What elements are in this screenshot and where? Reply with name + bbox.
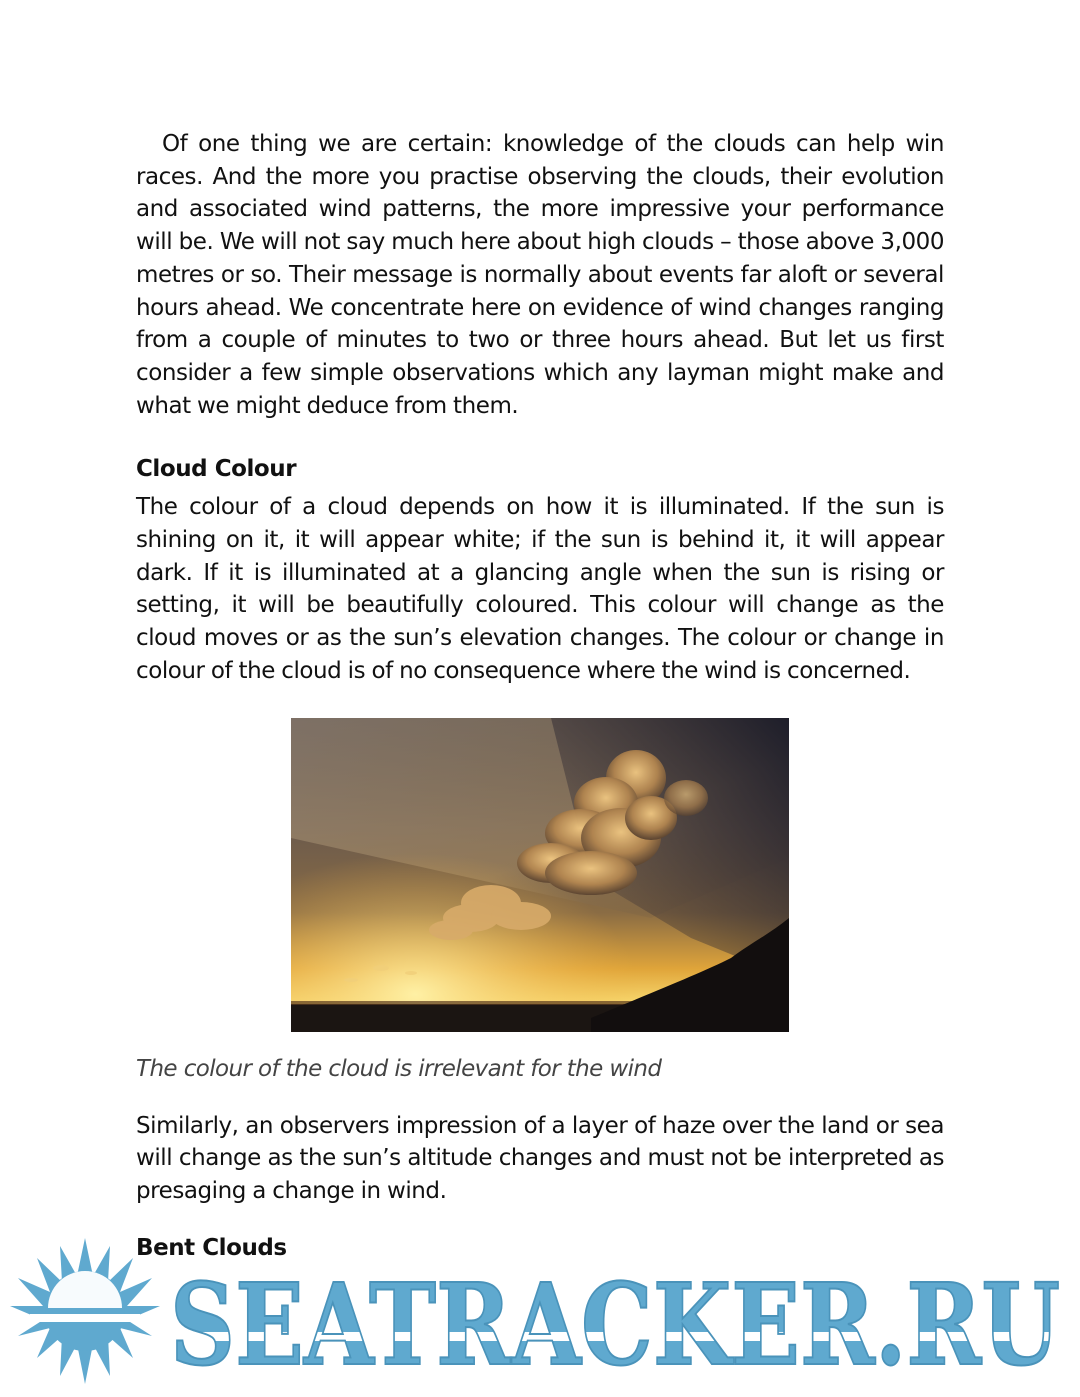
- watermark-text: SEATRACKER.RU: [170, 1260, 1060, 1391]
- haze-paragraph: Similarly, an observers impression of a layer of haze over the land or sea will change as the sun’s altitude changes and must not be interpreted as presaging a change in wind.: [136, 1112, 944, 1204]
- figure-caption: The colour of the cloud is irrelevant for the wind: [136, 1055, 662, 1082]
- sun-logo-icon: [10, 1238, 160, 1384]
- intro-paragraph: Of one thing we are certain: knowledge of the clouds can help win races. And the more you practise observing the clouds, their evolution and associated wind patterns, the more impressive your performance will be. We will not say much here about high clouds – those above 3,000 metres or so. Their message is normally about events far aloft or several hours ahead. We concentrate here on evidence of wind changes ranging from a couple of minutes to two or three hours ahead. But let us first consider a few simple observations which any layman might make and what we might deduce from them.: [136, 131, 944, 419]
- cloud-colour-paragraph: The colour of a cloud depends on how it is illuminated. If the sun is shining on it, it will appear white; if the sun is behind it, it will appear dark. If it is illuminated at a glancing angle when the sun is rising or setting, it will be beautifully coloured. This colour will change as the cloud moves or as the sun’s elevation changes. The colour or change in colour of the cloud is of no consequence where the wind is concerned.: [136, 494, 944, 684]
- figure: [136, 718, 944, 1032]
- page-content: [136, 128, 944, 1264]
- heading-cloud-colour: Cloud Colour: [136, 456, 297, 483]
- sunset-cloud-photo: [291, 718, 789, 1032]
- heading-bent-clouds: Bent Clouds: [136, 1234, 287, 1261]
- watermark: [0, 1236, 1080, 1397]
